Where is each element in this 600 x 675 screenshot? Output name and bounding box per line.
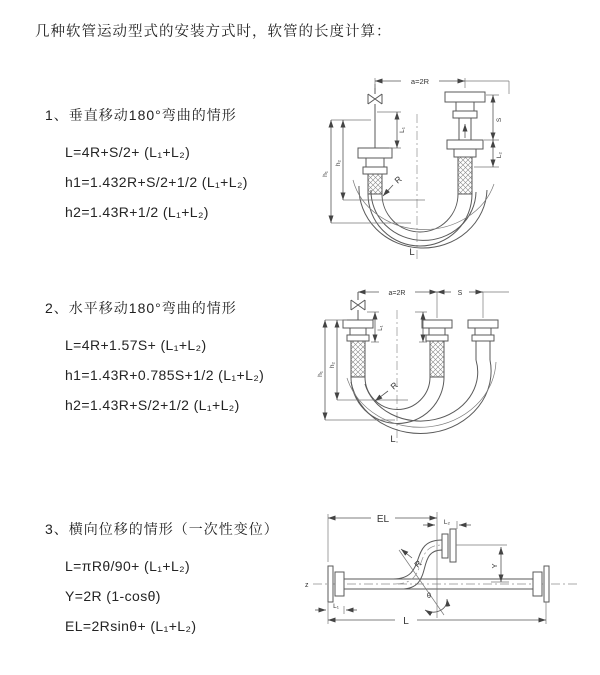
dim-label-h2: h₂ [335, 159, 342, 167]
diagram-lateral-displacement [295, 498, 600, 658]
angle-construction [399, 550, 447, 615]
hose-u-bend [347, 360, 496, 434]
dim-label-s: S [457, 290, 463, 297]
braided-hose-section [351, 341, 365, 377]
angle-label: θ [426, 591, 432, 600]
length-label: L [409, 247, 415, 258]
section-2 [45, 298, 264, 420]
dim-label-h1: h₁ [322, 171, 329, 177]
dimension-s [437, 290, 483, 297]
dimension-a2r [358, 290, 509, 318]
right-flange-fitting [445, 92, 485, 194]
radius-callout [375, 380, 400, 401]
dimension-s [474, 95, 503, 167]
right-flange-fitting [468, 320, 498, 360]
section-3-heading: 3、横向位移的情形（一次性变位） [45, 521, 279, 537]
dim-label-el: EL [376, 514, 390, 525]
formula-3-L: L=πRθ/90+ (L₁+L₂) [65, 558, 191, 574]
top-flange [442, 529, 507, 562]
radius-label: R [412, 558, 424, 570]
valve-icon [368, 84, 382, 148]
length-label: L [403, 616, 409, 627]
dimension-l2 [423, 519, 471, 529]
formula-1-h1: h1=1.432R+S/2+1/2 (L₁+L₂) [65, 174, 248, 190]
left-flange-fitting [343, 320, 373, 377]
formula-2-h1: h1=1.43R+0.785S+1/2 (L₁+L₂) [65, 367, 265, 383]
dim-label-l1: L₁ [378, 325, 384, 331]
radius-callout [383, 174, 404, 196]
dim-label-l1: L₁ [399, 127, 406, 133]
dim-label-l2: L₂ [443, 519, 451, 526]
formula-3-EL: EL=2Rsinθ+ (L₁+L₂) [65, 618, 197, 634]
radius-label: R [392, 173, 404, 186]
dimension-y [490, 547, 509, 582]
dim-label-h2: h₂ [329, 361, 336, 369]
braided-hose-section [368, 174, 382, 194]
dim-label-h1: h₁ [317, 371, 324, 377]
dim-label-a2r: a=2R [388, 290, 406, 297]
dim-label-l1: L₁ [333, 603, 339, 610]
right-flange [533, 566, 549, 602]
page-title: 几种软管运动型式的安装方式时，软管的长度计算： [35, 24, 392, 40]
dimension-l1 [315, 603, 357, 614]
dim-label-l2: L₂ [496, 151, 503, 159]
length-label: L [390, 434, 396, 445]
dimension-l1 [377, 112, 406, 148]
braided-hose-section [430, 341, 444, 377]
braided-hose-section [458, 157, 472, 194]
middle-flange-fitting [422, 320, 452, 377]
diagram-vertical-bend [313, 70, 588, 270]
break-mark: z [305, 582, 309, 589]
diagram-horizontal-bend [313, 282, 598, 459]
radius-callout [401, 549, 424, 570]
dimension-a2r [375, 77, 509, 94]
section-2-heading: 2、水平移动180°弯曲的情形 [45, 300, 237, 316]
section-3 [45, 519, 279, 641]
valve-icon [351, 292, 365, 320]
formula-2-h2: h2=1.43R+S/2+1/2 (L₁+L₂) [65, 397, 240, 413]
radius-label: R [388, 379, 400, 392]
formula-1-L: L=4R+S/2+ (L₁+L₂) [65, 144, 191, 160]
formula-2-L: L=4R+1.57S+ (L₁+L₂) [65, 337, 207, 353]
formula-3-Y: Y=2R (1-cosθ) [65, 588, 161, 604]
left-flange [328, 566, 344, 602]
dim-label-y: Y [490, 563, 499, 569]
dim-label-s: S [496, 117, 503, 123]
section-1-heading: 1、垂直移动180°弯曲的情形 [45, 107, 237, 123]
left-flange-fitting [358, 148, 392, 194]
formula-1-h2: h2=1.43R+1/2 (L₁+L₂) [65, 204, 209, 220]
section-1 [45, 105, 248, 227]
dim-label-a2r: a=2R [410, 77, 430, 86]
